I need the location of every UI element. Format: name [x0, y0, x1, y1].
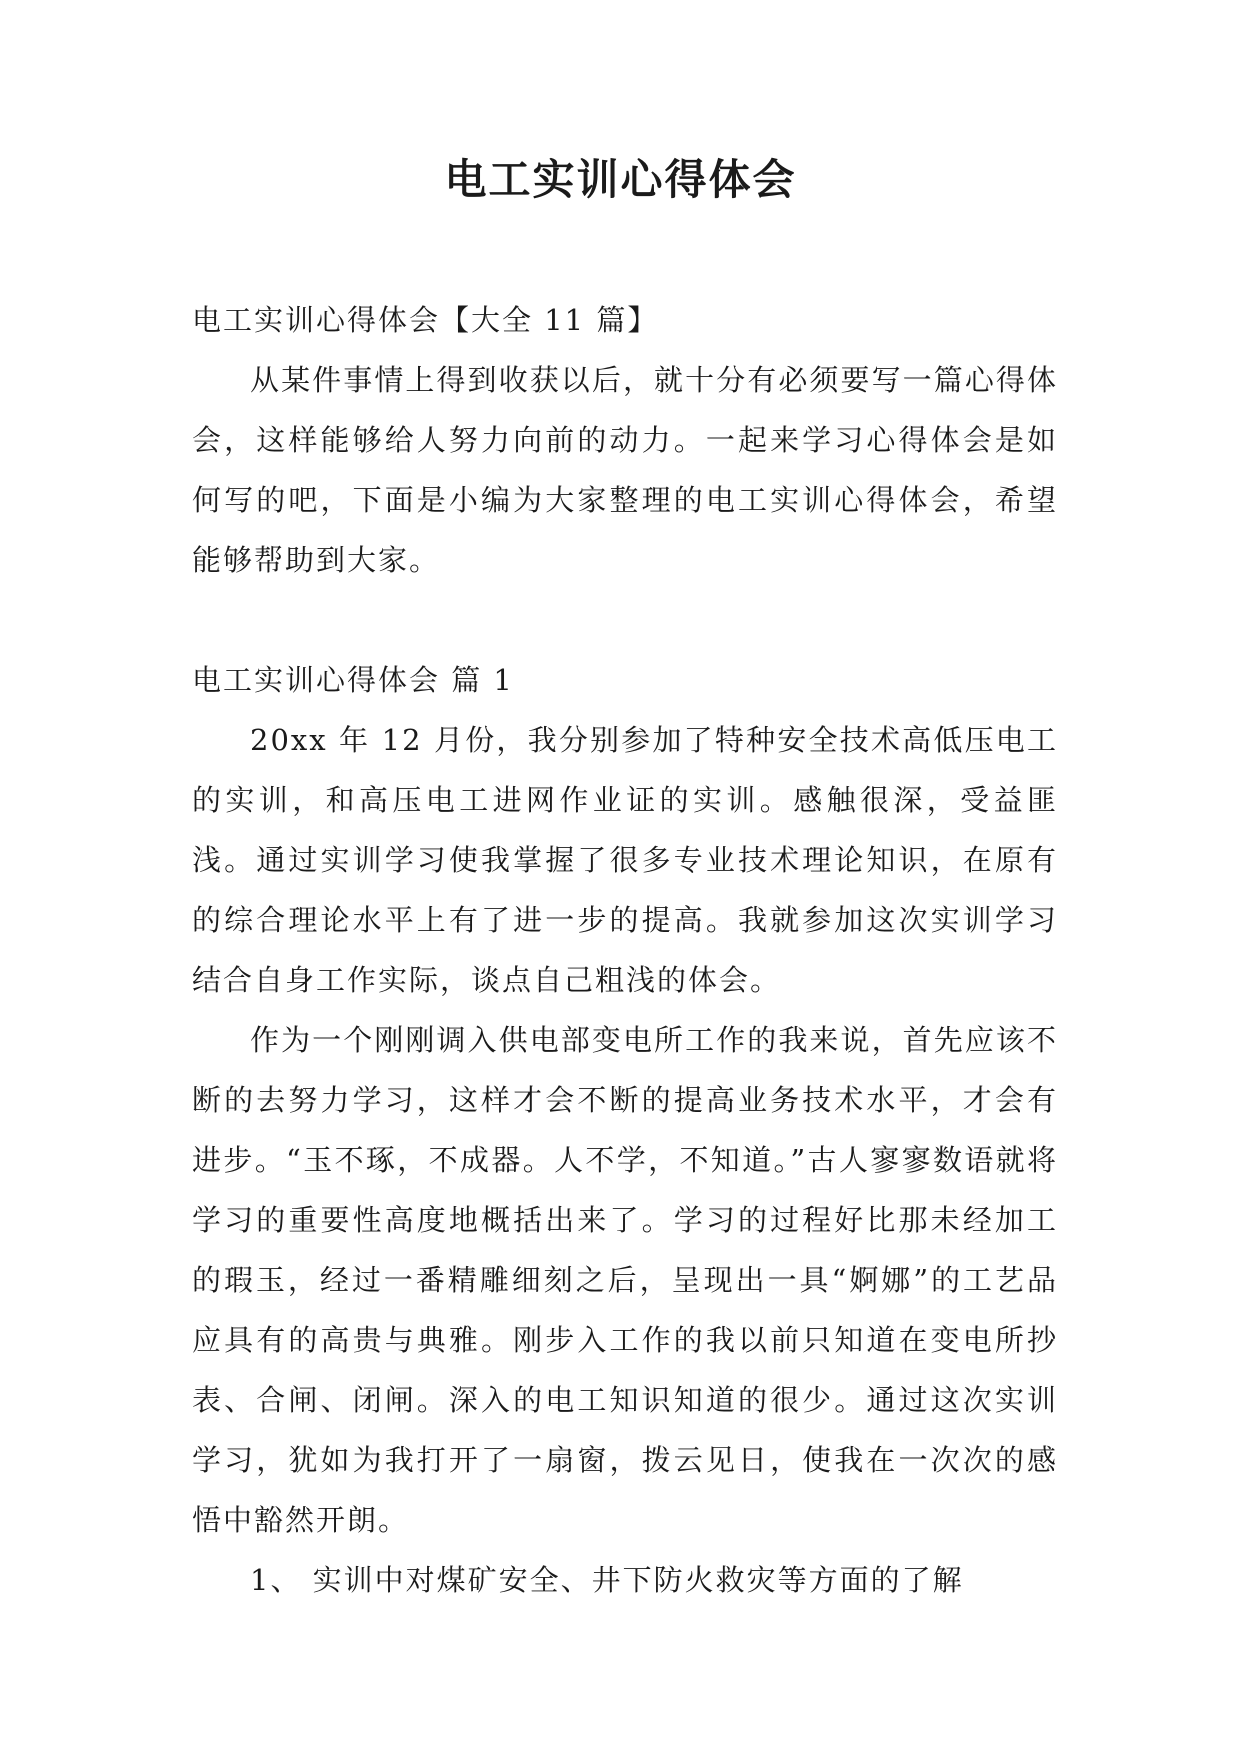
section1-paragraph-2: 作为一个刚刚调入供电部变电所工作的我来说，首先应该不断的去努力学习，这样才会不断的提高业务技术水平，才会有进步。“玉不琢，不成器。人不学，不知道。”古人寥寥数语就将学习的重要性高度地概括出来了。学习的过程好比那未经加工的瑕玉，经过一番精雕细刻之后，呈现出一具“婀娜”的工艺品应具有的高贵与典雅。刚步入工作的我以前只知道在变电所抄表、合闸、闭闸。深入的电工知识知道的很少。通过这次实训学习，犹如为我打开了一扇窗，拨云见日，使我在一次次的感悟中豁然开朗。: [192, 1023, 1058, 1537]
section-heading-1: 电工实训心得体会 篇 1: [192, 663, 514, 697]
document-body: [192, 290, 1058, 1610]
section1-list-item-1: 1、 实训中对煤矿安全、井下防火救灾等方面的了解: [250, 1563, 964, 1597]
document-title: 电工实训心得体会: [444, 155, 797, 204]
spacer: [192, 590, 1058, 650]
section1-paragraph-1: 20xx 年 12 月份，我分别参加了特种安全技术高低压电工的实训，和高压电工进网作业证的实训。感触很深，受益匪浅。通过实训学习使我掌握了很多专业技术理论知识，在原有的综合理论水平上有了进一步的提高。我就参加这次实训学习结合自身工作实际，谈点自己粗浅的体会。: [192, 723, 1058, 997]
document-subtitle: 电工实训心得体会【大全 11 篇】: [192, 303, 659, 337]
intro-paragraph: 从某件事情上得到收获以后，就十分有必须要写一篇心得体会，这样能够给人努力向前的动力。一起来学习心得体会是如何写的吧，下面是小编为大家整理的电工实训心得体会，希望能够帮助到大家。: [192, 363, 1058, 577]
